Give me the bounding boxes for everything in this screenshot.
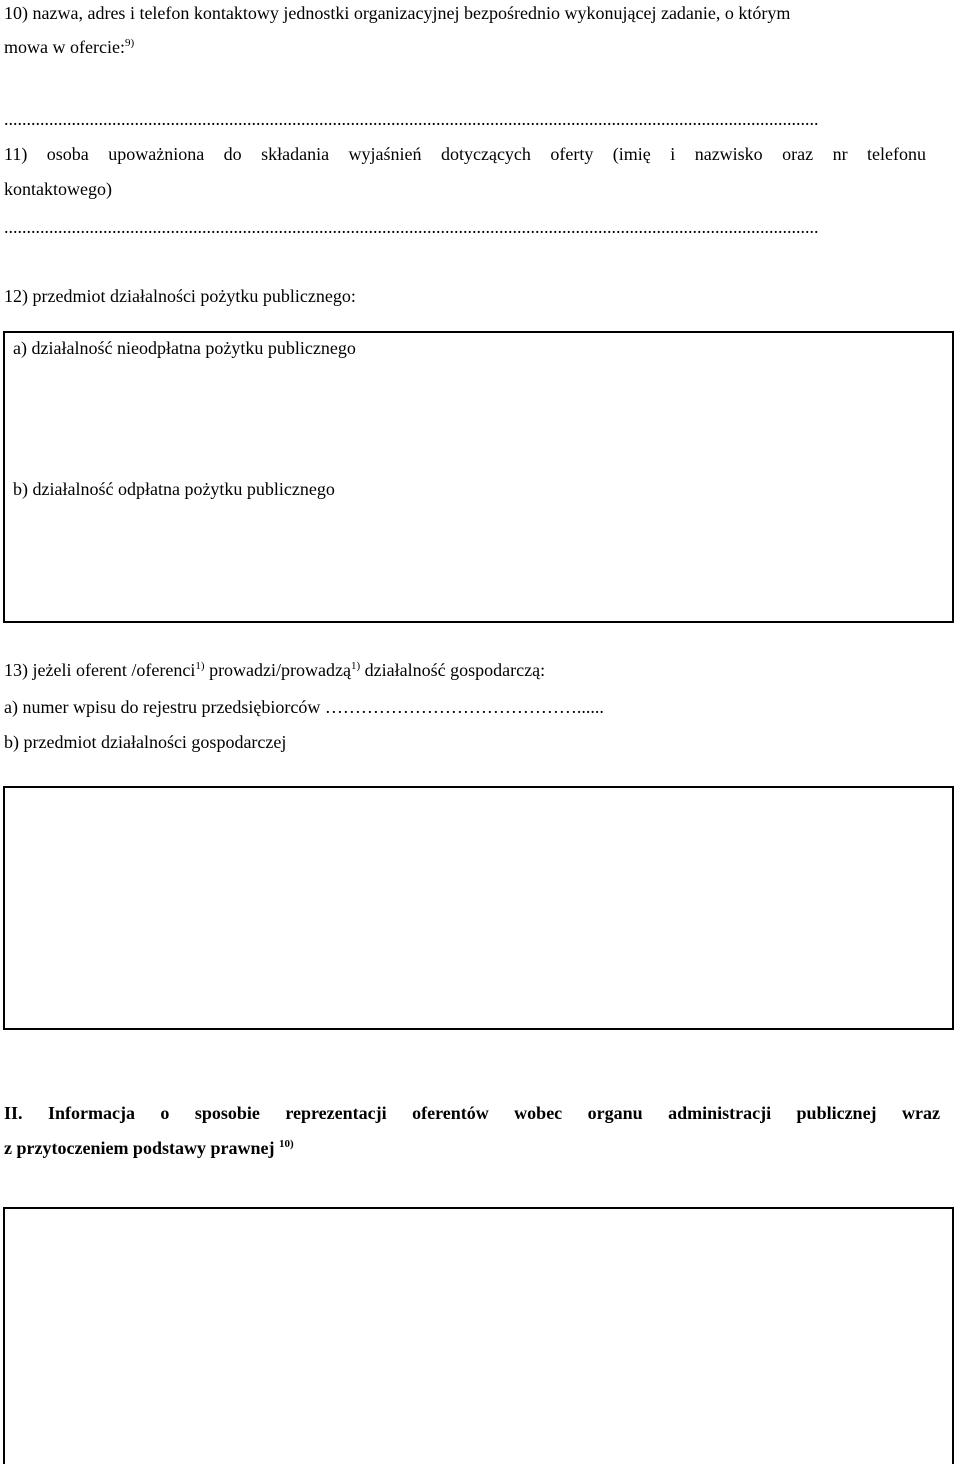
section-11-line2: kontaktowego) — [4, 179, 112, 199]
section-13-input-box[interactable] — [3, 786, 954, 1030]
section-II-line1: II. Informacja o sposobie reprezentacji oferentów wobec organu administracji publicznej wraz — [4, 1103, 940, 1123]
section-12-a-label: a) działalność nieodpłatna pożytku publicznego — [13, 338, 356, 358]
section-11-line1: 11) osoba upoważniona do składania wyjaśnień dotyczących oferty (imię i nazwisko oraz nr telefonu — [4, 144, 926, 164]
footnote-1-ref: 1) — [195, 660, 205, 672]
section-13-text-3: działalność gospodarczą: — [360, 660, 546, 680]
footnote-1-ref-2: 1) — [351, 660, 361, 672]
footnote-9-ref: 9) — [124, 37, 135, 49]
section-12-heading: 12) przedmiot działalności pożytku publicznego: — [4, 286, 356, 306]
section-13-text-1: 13) jeżeli oferent /oferenci — [4, 660, 196, 680]
section-10-line2 — [4, 38, 134, 56]
footnote-10-ref: 10) — [278, 1138, 294, 1150]
section-13-b-label: b) przedmiot działalności gospodarczej — [4, 732, 287, 752]
section-13-text-2: prowadzi/prowadzą — [204, 660, 351, 680]
section-13-a-label: a) numer wpisu do rejestru przedsiębiorców ……………………………………...... — [4, 697, 604, 717]
section-10-line1: 10) nazwa, adres i telefon kontaktowy jednostki organizacyjnej bezpośrednio wykonującej zadanie, o którym — [4, 3, 791, 23]
section-12-b-label: b) działalność odpłatna pożytku publicznego — [13, 479, 335, 499]
section-II-input-box[interactable] — [3, 1207, 954, 1464]
section-II-label: z przytoczeniem podstawy prawnej — [4, 1138, 275, 1158]
section-II-line2 — [4, 1139, 294, 1157]
section-10-dotted-line: ..................................................................................................................................................................................... — [4, 110, 819, 128]
section-13-heading — [4, 661, 545, 679]
section-11-dotted-line: ..................................................................................................................................................................................... — [4, 218, 819, 236]
section-10-label: mowa w ofercie: — [4, 37, 125, 57]
section-12-input-box[interactable] — [3, 331, 954, 623]
